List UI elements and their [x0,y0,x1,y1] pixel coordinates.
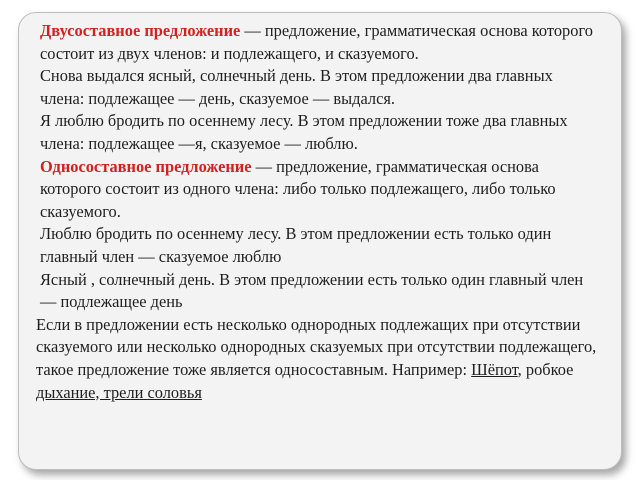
example-two-part-1: Снова выдался ясный, солнечный день. В этом предложении два главных члена: подлежащее — день, сказуемое — выдался. [40,66,553,108]
example-one-part-2: Ясный , солнечный день. В этом предложении есть только один главный член — подлежащее день [40,269,584,312]
text-block [36,20,600,404]
term-one-part: Односоставное предложение [40,156,252,176]
example-word-1: Шёпот [471,359,518,379]
paragraph-two-part-definition [40,20,600,65]
paragraph-one-part-definition [40,156,600,224]
term-two-part: Двусоставное предложение [40,21,241,40]
example-two-part-2: Я люблю бродить по осеннему лесу. В этом предложении тоже два главных члена: подлежащее —я, сказуемое — люблю. [40,111,568,153]
example-word-2: дыхание, трели соловья [36,382,202,402]
definition-one-part: — предложение, грамматическая основа которого состоит из одного члена: либо только подлежащего, либо только сказуемого. [40,156,556,221]
example-mid: , робкое [517,359,574,379]
definition-two-part: — предложение, грамматическая основа которого состоит из двух членов: и подлежащего, и сказуемого. [40,21,593,63]
paragraph-homogeneous [36,314,600,404]
example-one-part-1: Люблю бродить по осеннему лесу. В этом предложении есть только один главный член — сказуемое люблю [40,224,552,266]
homogeneous-lead: Если в предложении есть несколько однородных подлежащих при отсутствии сказуемого или несколько однородных сказуемых при отсутствии подлежащего, такое предложение тоже является односоставным. Например: [36,314,597,379]
